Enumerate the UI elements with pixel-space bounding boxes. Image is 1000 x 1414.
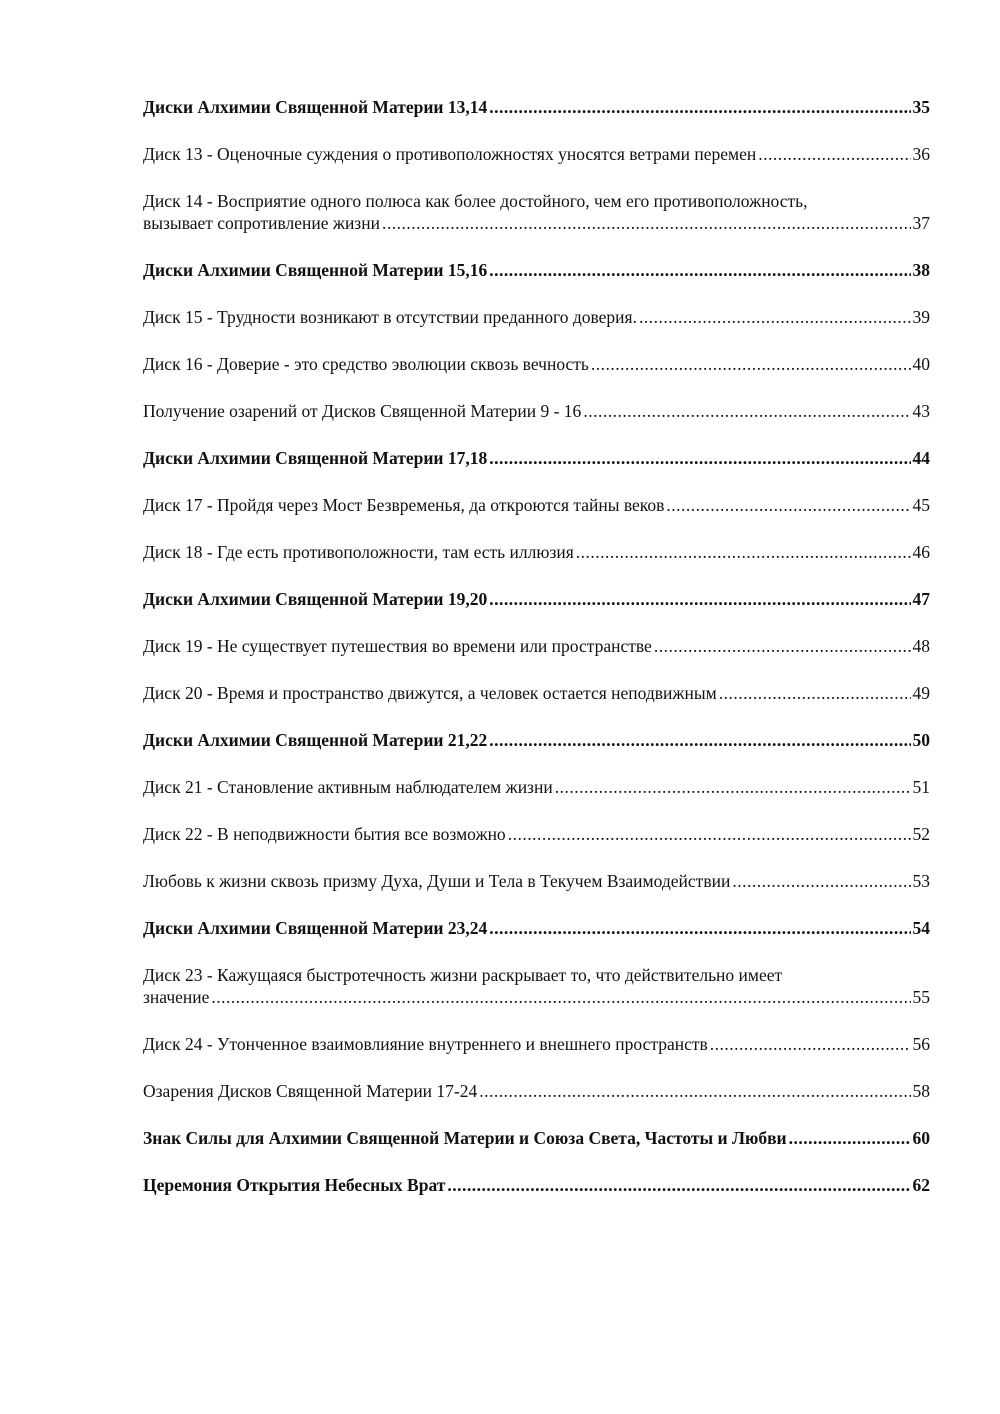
toc-entry-line: [143, 1174, 930, 1196]
toc-entry[interactable]: [143, 259, 930, 281]
toc-entry-line: [143, 776, 930, 798]
toc-entry-line: [143, 259, 930, 281]
toc-entry-line: [143, 986, 930, 1008]
toc-entry[interactable]: [143, 870, 930, 892]
dot-leader: [479, 1080, 910, 1102]
toc-entry-page-number: 45: [912, 495, 930, 515]
toc-entry-title: Диск 20 - Время и пространство движутся, а человек остается неподвижным: [143, 683, 717, 703]
toc-entry-line: [143, 143, 930, 165]
toc-entry-title: Любовь к жизни сквозь призму Духа, Души и Тела в Текучем Взаимодействии: [143, 871, 731, 891]
toc-entry-page-number: 43: [912, 401, 930, 421]
toc-entry-title: Диск 17 - Пройдя через Мост Безвременья, да откроются тайны веков: [143, 495, 665, 515]
toc-entry[interactable]: [143, 494, 930, 516]
toc-entry-page-number: 55: [912, 987, 930, 1007]
dot-leader: [489, 729, 910, 751]
toc-entry-line: [143, 1127, 930, 1149]
toc-entry-page-number: 58: [912, 1081, 930, 1101]
toc-entry[interactable]: [143, 1174, 930, 1196]
toc-entry[interactable]: [143, 306, 930, 328]
toc-entry-title: Знак Силы для Алхимии Священной Материи и Союза Света, Частоты и Любви: [143, 1128, 787, 1148]
toc-entry-title: Диски Алхимии Священной Материи 21,22: [143, 730, 488, 750]
toc-entry-page-number: 49: [912, 683, 930, 703]
toc-entry[interactable]: [143, 964, 930, 1008]
toc-entry-title: Церемония Открытия Небесных Врат: [143, 1175, 446, 1195]
toc-entry-page-number: 37: [912, 213, 930, 233]
toc-entry-line: [143, 588, 930, 610]
toc-entry-line: [143, 96, 930, 118]
toc-entry-title: Диск 15 - Трудности возникают в отсутствии преданного доверия.: [143, 307, 637, 327]
toc-entry-page-number: 47: [912, 589, 930, 609]
dot-leader: [508, 823, 911, 845]
toc-entry-page-number: 51: [912, 777, 930, 797]
toc-entry[interactable]: [143, 353, 930, 375]
toc-entry-page-number: 62: [912, 1175, 930, 1195]
toc-entry[interactable]: [143, 588, 930, 610]
toc-entry-page-number: 46: [912, 542, 930, 562]
dot-leader: [732, 870, 910, 892]
toc-entry-line: [143, 1033, 930, 1055]
toc-entry-title-first-line: Диск 23 - Кажущаяся быстротечность жизни раскрывает то, что действительно имеет: [143, 965, 783, 985]
toc-entry-page-number: 52: [912, 824, 930, 844]
table-of-contents: [143, 96, 930, 1221]
dot-leader: [758, 143, 910, 165]
toc-entry[interactable]: [143, 729, 930, 751]
dot-leader: [719, 682, 911, 704]
toc-entry-title: Диски Алхимии Священной Материи 13,14: [143, 97, 488, 117]
toc-entry-page-number: 60: [912, 1128, 930, 1148]
toc-entry-line: [143, 1080, 930, 1102]
toc-entry-page-number: 39: [912, 307, 930, 327]
toc-entry-title: Диски Алхимии Священной Материи 15,16: [143, 260, 488, 280]
toc-entry-page-number: 36: [912, 144, 930, 164]
toc-entry-title: значение: [143, 987, 210, 1007]
toc-entry-line: [143, 870, 930, 892]
toc-entry[interactable]: [143, 823, 930, 845]
toc-entry-line: [143, 541, 930, 563]
dot-leader: [489, 447, 910, 469]
dot-leader: [447, 1174, 910, 1196]
dot-leader: [382, 212, 911, 234]
toc-entry-title: Диск 19 - Не существует путешествия во времени или пространстве: [143, 636, 652, 656]
toc-entry-page-number: 50: [912, 730, 930, 750]
dot-leader: [710, 1033, 911, 1055]
dot-leader: [591, 353, 911, 375]
toc-entry-title: Диск 21 - Становление активным наблюдателем жизни: [143, 777, 553, 797]
toc-entry-page-number: 48: [912, 636, 930, 656]
toc-entry-line: [143, 212, 930, 234]
toc-entry-line: [143, 917, 930, 939]
dot-leader: [489, 917, 910, 939]
toc-entry[interactable]: [143, 1080, 930, 1102]
toc-entry-title: Диск 24 - Утонченное взаимовлияние внутреннего и внешнего пространств: [143, 1034, 708, 1054]
toc-entry-page-number: 53: [912, 871, 930, 891]
toc-entry-line: [143, 682, 930, 704]
toc-entry[interactable]: [143, 635, 930, 657]
dot-leader: [211, 986, 910, 1008]
toc-entry-title: Диск 13 - Оценочные суждения о противоположностях уносятся ветрами перемен: [143, 144, 757, 164]
toc-entry-page-number: 38: [912, 260, 930, 280]
dot-leader: [583, 400, 910, 422]
toc-entry-line: [143, 400, 930, 422]
dot-leader: [489, 588, 910, 610]
toc-entry[interactable]: [143, 447, 930, 469]
dot-leader: [639, 306, 911, 328]
toc-entry-page-number: 40: [912, 354, 930, 374]
toc-entry-line: [143, 729, 930, 751]
dot-leader: [489, 96, 910, 118]
toc-entry[interactable]: [143, 400, 930, 422]
toc-entry-line: [143, 306, 930, 328]
toc-entry[interactable]: [143, 1033, 930, 1055]
toc-entry-title: Диски Алхимии Священной Материи 23,24: [143, 918, 488, 938]
toc-entry[interactable]: [143, 541, 930, 563]
dot-leader: [789, 1127, 911, 1149]
toc-entry-page-number: 35: [912, 97, 930, 117]
dot-leader: [666, 494, 910, 516]
toc-entry-title: Диски Алхимии Священной Материи 19,20: [143, 589, 488, 609]
toc-entry-title: Диск 18 - Где есть противоположности, там есть иллюзия: [143, 542, 574, 562]
toc-entry[interactable]: [143, 96, 930, 118]
toc-entry-line: [143, 635, 930, 657]
toc-entry-line: [143, 447, 930, 469]
toc-entry[interactable]: [143, 682, 930, 704]
toc-entry-line: [143, 494, 930, 516]
toc-entry[interactable]: [143, 776, 930, 798]
toc-entry[interactable]: [143, 190, 930, 234]
toc-entry-title: Озарения Дисков Священной Материи 17-24: [143, 1081, 478, 1101]
toc-entry-title: Диск 16 - Доверие - это средство эволюции сквозь вечность: [143, 354, 589, 374]
dot-leader: [555, 776, 911, 798]
dot-leader: [489, 259, 910, 281]
dot-leader: [576, 541, 911, 563]
dot-leader: [654, 635, 911, 657]
toc-entry-title: Получение озарений от Дисков Священной Материи 9 - 16: [143, 401, 582, 421]
toc-entry[interactable]: [143, 1127, 930, 1149]
toc-entry[interactable]: [143, 917, 930, 939]
toc-entry-title: Диск 22 - В неподвижности бытия все возможно: [143, 824, 506, 844]
toc-entry-title: вызывает сопротивление жизни: [143, 213, 380, 233]
toc-entry-title: Диски Алхимии Священной Материи 17,18: [143, 448, 488, 468]
toc-entry-page-number: 54: [912, 918, 930, 938]
toc-entry-page-number: 44: [912, 448, 930, 468]
toc-entry-title-first-line: Диск 14 - Восприятие одного полюса как более достойного, чем его противоположность,: [143, 191, 808, 211]
toc-entry[interactable]: [143, 143, 930, 165]
toc-entry-line: [143, 823, 930, 845]
toc-entry-page-number: 56: [912, 1034, 930, 1054]
toc-entry-line: [143, 353, 930, 375]
